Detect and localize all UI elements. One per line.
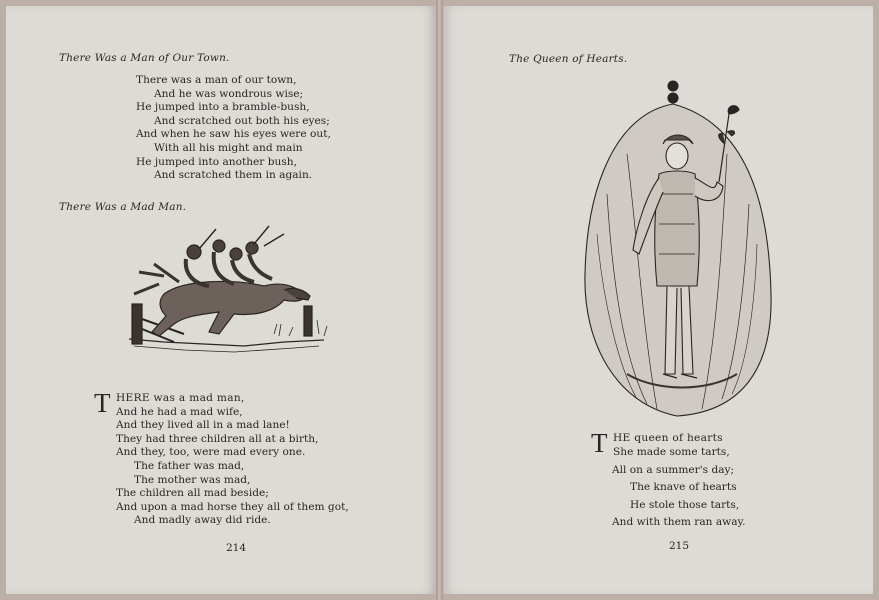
poem-line: And he had a mad wife, bbox=[116, 405, 243, 418]
poem-man-of-our-town bbox=[136, 74, 331, 183]
poem-line: HE queen of hearts bbox=[613, 432, 723, 444]
drop-cap: T bbox=[591, 428, 608, 458]
poem-title-man-of-our-town: There Was a Man of Our Town. bbox=[59, 52, 230, 64]
poem-line: And they, too, were mad every one. bbox=[116, 446, 306, 459]
poem-line: And when he saw his eyes were out, bbox=[136, 128, 331, 141]
poem-line: He jumped into a bramble-bush, bbox=[136, 101, 310, 114]
poem-queen-of-hearts bbox=[591, 428, 730, 459]
poem-title-queen-of-hearts: The Queen of Hearts. bbox=[509, 53, 628, 65]
poem-line-text: She made some tarts, bbox=[613, 445, 730, 458]
poem-line: All on a summer's day; bbox=[612, 464, 735, 476]
page-number: 215 bbox=[669, 540, 690, 552]
poem-line: There was a man of our town, bbox=[136, 74, 297, 86]
poem-line: And they lived all in a mad lane! bbox=[116, 419, 290, 432]
poem-title-mad-man: There Was a Mad Man. bbox=[59, 201, 187, 213]
page-number: 214 bbox=[226, 542, 247, 554]
drop-cap: T bbox=[94, 388, 111, 418]
left-page bbox=[6, 6, 436, 594]
poem-queen-of-hearts-cont bbox=[612, 462, 746, 532]
poem-line: And scratched them in again. bbox=[154, 169, 313, 182]
poem-line: And upon a mad horse they all of them got, bbox=[116, 500, 349, 513]
right-page bbox=[443, 6, 873, 594]
poem-line: The father was mad, bbox=[134, 459, 245, 472]
poem-line: The knave of hearts bbox=[630, 481, 737, 494]
poem-line bbox=[613, 446, 730, 460]
poem-line: He jumped into another bush, bbox=[136, 155, 297, 168]
mad-horse-illustration bbox=[124, 224, 334, 374]
poem-line: And madly away did ride. bbox=[134, 514, 271, 527]
poem-line: They had three children all at a birth, bbox=[116, 432, 319, 445]
poem-line: With all his might and main bbox=[154, 141, 303, 154]
poem-line: And he was wondrous wise; bbox=[154, 87, 304, 100]
poem-mad-man bbox=[94, 388, 349, 528]
poem-line: And scratched out both his eyes; bbox=[154, 114, 330, 127]
poem-line: He stole those tarts, bbox=[630, 498, 740, 511]
poem-line: And with them ran away. bbox=[612, 516, 746, 529]
knave-of-hearts-illustration bbox=[577, 74, 777, 422]
book-gutter bbox=[436, 0, 443, 600]
poem-line: The mother was mad, bbox=[134, 473, 251, 486]
poem-line: The children all mad beside; bbox=[116, 487, 269, 500]
poem-line: HERE was a mad man, bbox=[116, 392, 245, 404]
